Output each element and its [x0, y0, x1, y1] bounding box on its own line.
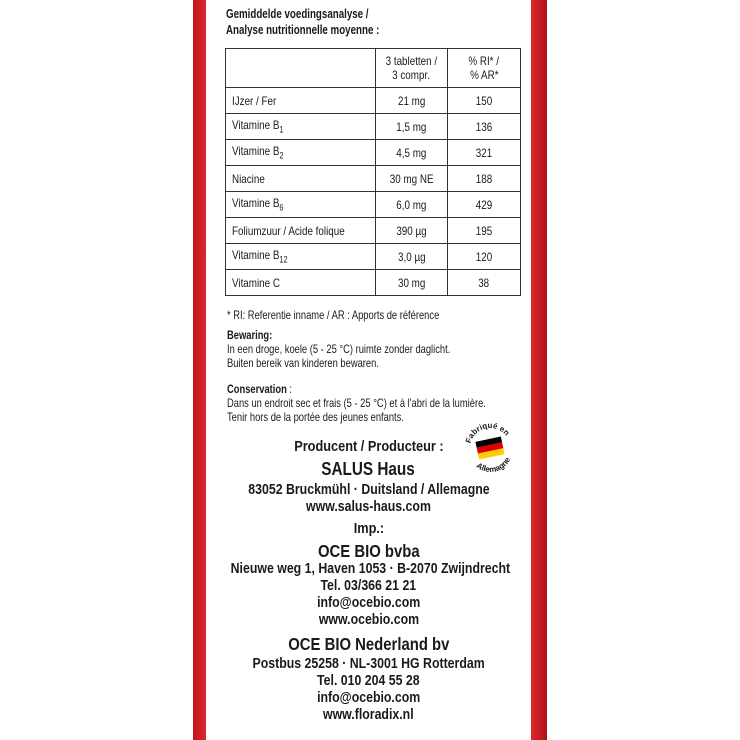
header-amount-line-1: 3 tabletten / [385, 54, 438, 68]
header-amount-line-2: 3 compr. [392, 68, 431, 82]
nutrient-amount: 390 µg [396, 223, 427, 238]
storage-fr-title-suffix: : [286, 382, 293, 396]
nutrient-amount: 3,0 µg [397, 249, 426, 264]
table-row [226, 244, 521, 270]
importer-be-phone-text: Tel. 03/366 21 21 [320, 578, 417, 594]
left-red-border [193, 0, 206, 740]
nutrient-name-cell [226, 270, 376, 296]
nutrient-name: Vitamine B [232, 196, 280, 211]
nutrient-amount: 21 mg [397, 93, 426, 108]
importer-nl-email[interactable] [206, 690, 531, 706]
table-row [226, 88, 521, 114]
table-row [226, 218, 521, 244]
footnote [227, 308, 499, 322]
importer-label-text: Imp.: [353, 520, 384, 537]
nutrient-name-cell [226, 166, 376, 192]
nutrient-percent: 136 [475, 119, 493, 134]
nutrient-percent: 321 [475, 145, 493, 160]
nutrient-name: Vitamine C [232, 275, 280, 290]
producer-address [206, 482, 531, 498]
amount-cell [375, 140, 447, 166]
heading-line-1: Gemiddelde voedingsanalyse / [226, 7, 369, 21]
nutrient-percent: 188 [475, 171, 493, 186]
nutrient-name-cell [226, 88, 376, 114]
nutrient-name-wrap [232, 118, 284, 134]
nutrient-name-cell [226, 218, 376, 244]
importer-be-address-text: Nieuwe weg 1, Haven 1053 · B-2070 Zwijndrecht [230, 561, 511, 577]
nutrient-name-wrap [232, 172, 265, 186]
storage-fr-line-2: Tenir hors de la portée des jeunes enfants. [227, 410, 404, 424]
storage-nl [227, 328, 513, 370]
nutrient-amount: 30 mg NE [389, 171, 434, 186]
nutrient-name: IJzer / Fer [232, 93, 277, 108]
importer-nl-website[interactable] [206, 707, 531, 723]
percent-cell [448, 192, 521, 218]
nutrient-name-wrap [232, 224, 345, 238]
amount-cell [375, 218, 447, 244]
amount-cell [375, 166, 447, 192]
nutrition-heading [226, 6, 423, 38]
nutrient-name-wrap [232, 144, 284, 160]
right-red-border [531, 0, 547, 740]
table-row [226, 192, 521, 218]
storage-nl-line-1: In een droge, koele (5 - 25 °C) ruimte zonder daglicht. [227, 342, 451, 356]
amount-cell [375, 244, 447, 270]
nutrition-table [225, 48, 521, 296]
percent-cell [448, 218, 521, 244]
amount-cell [375, 88, 447, 114]
importer-be-name-text: OCE BIO bvba [317, 541, 420, 561]
storage-fr [227, 382, 559, 424]
nutrient-name-cell [226, 244, 376, 270]
producer-label-text: Producent / Producteur : [293, 438, 444, 455]
amount-cell [375, 270, 447, 296]
producer-address-text: 83052 Bruckmühl · Duitsland / Allemagne [247, 482, 490, 498]
importer-nl-phone-text: Tel. 010 204 55 28 [317, 673, 420, 689]
importer-be-email-link[interactable]: info@ocebio.com [316, 595, 421, 611]
importer-be-website-link[interactable]: www.ocebio.com [318, 612, 419, 628]
percent-cell [448, 140, 521, 166]
nutrient-name-wrap [232, 196, 284, 212]
storage-fr-title-line [227, 382, 486, 396]
producer-label [206, 438, 531, 455]
nutrient-amount: 6,0 mg [396, 197, 427, 212]
nutrient-subscript: 6 [279, 202, 284, 213]
producer-name [206, 459, 531, 480]
nutrient-percent: 429 [475, 197, 493, 212]
nutrient-amount: 4,5 mg [396, 145, 427, 160]
storage-nl-title: Bewaring: [227, 328, 273, 342]
header-cell-amount [375, 49, 447, 88]
storage-fr-line-1: Dans un endroit sec et frais (5 - 25 °C) et à l'abri de la lumière. [227, 396, 486, 410]
nutrient-name-wrap [232, 248, 288, 264]
nutrient-percent: 195 [475, 223, 493, 238]
importer-be-phone [206, 578, 531, 594]
storage-nl-line-2: Buiten bereik van kinderen bewaren. [227, 356, 379, 370]
table-row [226, 140, 521, 166]
heading-line-2: Analyse nutritionnelle moyenne : [226, 23, 380, 37]
importer-nl-phone [206, 673, 531, 689]
producer-name-text: SALUS Haus [321, 459, 416, 479]
nutrient-subscript: 1 [279, 124, 284, 135]
importer-nl-name-text: OCE BIO Nederland bv [287, 634, 450, 654]
footnote-text: * RI: Referentie inname / AR : Apports de référence [227, 308, 440, 322]
table-row [226, 270, 521, 296]
amount-cell [375, 114, 447, 140]
header-percent-line-1: % RI* / [468, 54, 500, 68]
nutrient-name-wrap [232, 276, 280, 290]
nutrient-name: Vitamine B [232, 248, 280, 263]
importer-label [206, 520, 531, 537]
percent-cell [448, 88, 521, 114]
nutrient-subscript: 2 [279, 150, 284, 161]
header-cell-empty [226, 49, 376, 88]
header-percent-line-2: % AR* [469, 68, 499, 82]
nutrient-name-cell [226, 140, 376, 166]
nutrient-amount: 1,5 mg [396, 119, 427, 134]
importer-nl-email-link[interactable]: info@ocebio.com [316, 690, 421, 706]
table-header-row [226, 49, 521, 88]
producer-website-link[interactable]: www.salus-haus.com [306, 499, 431, 515]
importer-be-address [206, 561, 531, 577]
nutrient-name-cell [226, 114, 376, 140]
importer-nl-address [206, 656, 531, 672]
producer-website[interactable] [206, 499, 531, 515]
nutrient-name: Vitamine B [232, 118, 280, 133]
nutrient-amount: 30 mg [397, 275, 426, 290]
table-body [226, 88, 521, 296]
importer-be-email[interactable] [206, 595, 531, 611]
badge-bottom-text: Allemagne [474, 455, 513, 475]
storage-fr-title: Conservation [227, 382, 287, 396]
nutrient-percent: 120 [475, 249, 493, 264]
percent-cell [448, 114, 521, 140]
percent-cell [448, 166, 521, 192]
header-cell-percent [448, 49, 521, 88]
importer-be-website[interactable] [206, 612, 531, 628]
badge-top-text: Fabriqué en [463, 420, 512, 445]
table-row [226, 166, 521, 192]
nutrient-subscript: 12 [279, 254, 288, 265]
importer-nl-address-text: Postbus 25258 · NL-3001 HG Rotterdam [252, 656, 485, 672]
nutrient-name: Niacine [232, 171, 265, 186]
importer-be-name [206, 541, 531, 562]
importer-nl-name [206, 634, 531, 655]
nutrient-name: Vitamine B [232, 144, 280, 159]
percent-cell [448, 244, 521, 270]
amount-cell [375, 192, 447, 218]
nutrient-name: Foliumzuur / Acide folique [232, 223, 345, 238]
nutrient-name-wrap [232, 94, 276, 108]
nutrient-percent: 150 [475, 93, 493, 108]
nutrient-percent: 38 [478, 275, 490, 290]
nutrient-name-cell [226, 192, 376, 218]
table-row [226, 114, 521, 140]
percent-cell [448, 270, 521, 296]
importer-nl-website-link[interactable]: www.floradix.nl [323, 707, 414, 723]
